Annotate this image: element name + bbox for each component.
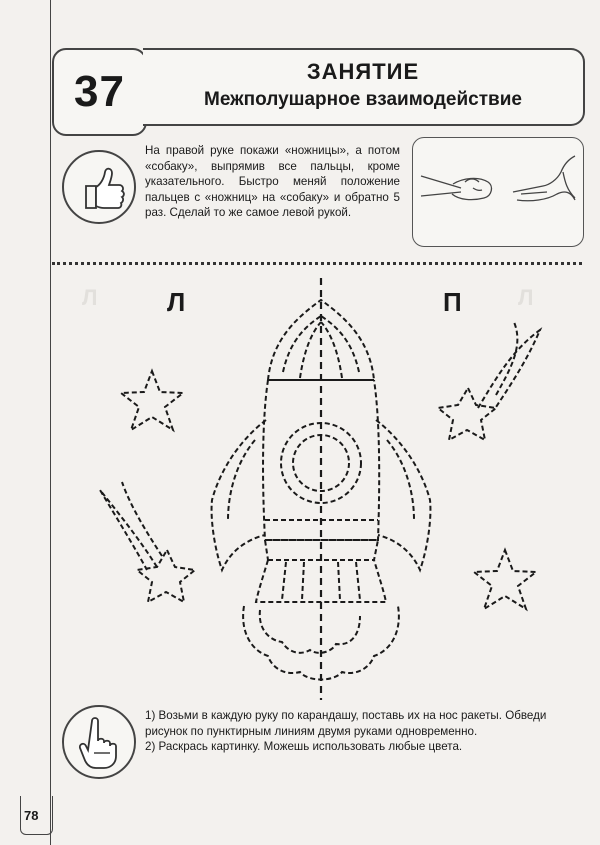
instruction-step-2: 2) Раскрась картинку. Можешь использовать любые цвета. — [145, 740, 463, 753]
instruction-step-1: 1) Возьми в каждую руку по карандашу, поставь их на нос ракеты. Обведи рисунок по пунктирным линиям двумя руками одновременно. — [145, 709, 547, 738]
lesson-subtitle: Межполушарное взаимодействие — [204, 89, 522, 110]
lesson-title: ЗАНЯТИЕ — [306, 59, 420, 84]
faint-bleed-letter: Л — [518, 285, 534, 310]
instruction-bottom — [145, 708, 585, 755]
pointing-hand-icon — [62, 705, 136, 779]
left-hand-label: Л — [167, 287, 186, 317]
instruction-top-text: На правой руке покажи «ножницы», а потом «собаку», выпрямив все пальцы, кроме указательного. Быстро меняй положение пальцев с «ножниц» на «собаку» и обратно 5 раз. Сделай то же самое левой рукой. — [145, 144, 400, 219]
lesson-number: 37 — [74, 67, 125, 116]
faint-bleed-letter: Л — [82, 285, 98, 310]
page-number: 78 — [24, 808, 39, 823]
right-hand-label: П — [443, 287, 462, 317]
